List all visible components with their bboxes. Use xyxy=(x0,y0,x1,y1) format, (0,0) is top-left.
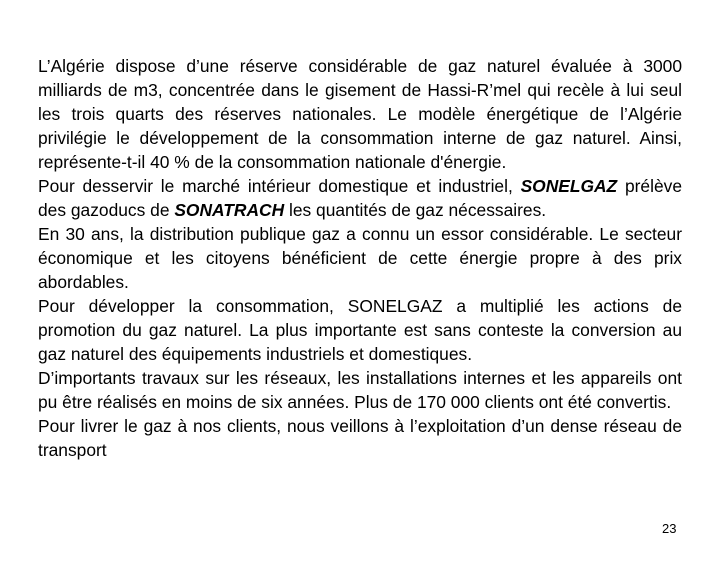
paragraph-supply-text-3: les quantités de gaz nécessaires. xyxy=(284,200,547,220)
brand-sonatrach: SONATRACH xyxy=(174,200,285,220)
page-number: 23 xyxy=(662,521,677,536)
paragraph-distribution: En 30 ans, la distribution publique gaz a connu un essor considérable. Le secteur économique et les citoyens bénéficient de cette énergie propre à des prix abordables. xyxy=(38,224,682,292)
brand-sonelgaz: SONELGAZ xyxy=(520,176,618,196)
slide-body-text xyxy=(38,54,682,462)
paragraph-promotion: Pour développer la consommation, SONELGAZ a multiplié les actions de promotion du gaz naturel. La plus importante est sans conteste la conversion au gaz naturel des équipements industriels et domestiques. xyxy=(38,296,682,364)
paragraph-supply-text-1: Pour desservir le marché intérieur domestique et industriel, xyxy=(38,176,521,196)
paragraph-supply xyxy=(38,174,682,222)
paragraph-transport: Pour livrer le gaz à nos clients, nous veillons à l’exploitation d’un dense réseau de transport xyxy=(38,416,682,460)
paragraph-gas-reserves: L’Algérie dispose d’une réserve considérable de gaz naturel évaluée à 3000 milliards de m3, concentrée dans le gisement de Hassi-R’mel qui recèle à lui seul les trois quarts des réserves nationales. Le modèle énergétique de l’Algérie privilégie le développement de la consommation interne de gaz naturel. Ainsi, représente-t-il 40 % de la consommation nationale d'énergie. xyxy=(38,56,682,172)
paragraph-supply-text-2: prélève des gazoducs de xyxy=(38,176,682,220)
paragraph-conversion: D’importants travaux sur les réseaux, les installations internes et les appareils ont pu être réalisés en moins de six années. Plus de 170 000 clients ont été convertis. xyxy=(38,368,682,412)
